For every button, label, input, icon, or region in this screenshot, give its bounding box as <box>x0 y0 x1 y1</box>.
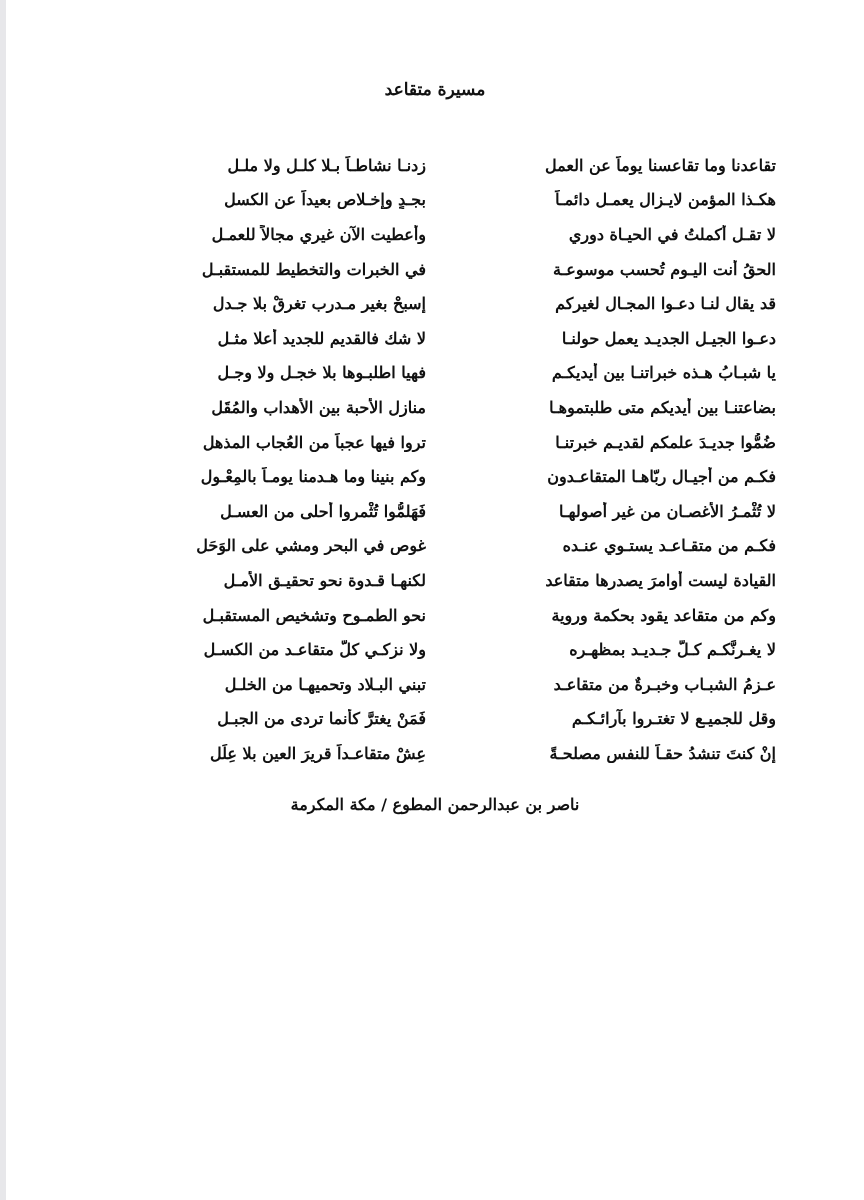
verse-first-hemistich: قد يقال لنـا دعـوا المجـال لغيركم <box>555 294 776 314</box>
verse-first-hemistich: عـزمُ الشبـاب وخبـرةٌ من متقاعـد <box>553 674 776 694</box>
verse-second-hemistich: ولا نزكـي كلَّ متقاعـد من الكسـل <box>203 640 426 660</box>
verse-second-hemistich: فهيا اطلبـوها بلا خجـل ولا وجـل <box>217 363 426 383</box>
verse <box>126 598 776 633</box>
poem-title: مسيرة متقاعد <box>384 80 486 100</box>
verse <box>126 529 776 564</box>
verse-first-hemistich: بضاعتنـا بين أيديكم متى طلبتموهـا <box>549 397 776 417</box>
verse <box>126 390 776 425</box>
poem-body <box>126 148 776 771</box>
verse <box>126 183 776 218</box>
verse-first-hemistich: لا تقـل أكملتُ في الحيـاة دوري <box>568 224 776 244</box>
verse <box>126 321 776 356</box>
verse <box>126 702 776 737</box>
verse-first-hemistich: لا تُثْمـرُ الأغصـان من غير أُصولهـا <box>558 501 776 521</box>
verse-second-hemistich: بجـدٍ وإخـلاص بعيداً عن الكسل <box>224 190 426 210</box>
verse-second-hemistich: نحو الطمـوح وتشخيص المستقبـل <box>202 605 426 625</box>
verse-first-hemistich: الحقُ أنت اليـوم تُحسب موسوعـة <box>553 259 776 279</box>
verse-second-hemistich: فَهَلمُّوا تُثْمروا أحلى من العسـل <box>220 501 426 521</box>
verse-first-hemistich: القيادة ليست أوامرَ يصدرها متقاعد <box>545 570 776 590</box>
verse-second-hemistich: تروا فيها عجباً من العُجاب المذهل <box>202 432 426 452</box>
verse-second-hemistich: وأعطيت الآن غيري مجالاً للعمـل <box>211 224 426 244</box>
verse-second-hemistich: فَمَنْ يغترَّ كأنما تردى من الجبـل <box>217 709 426 729</box>
verse-second-hemistich: منازل الأحبة بين الأهداب والمُقَل <box>211 397 426 417</box>
verse-first-hemistich: يا شبـابُ هـذه خبراتنـا بين أيديكـم <box>551 363 776 383</box>
verse <box>126 563 776 598</box>
verse-first-hemistich: إنْ كنتَ تنشدُ حقـاً للنفس مصلحـةً <box>549 743 776 763</box>
verse-second-hemistich: زدنـا نشاطـاً بـلا كلـل ولا ملـل <box>227 155 426 175</box>
verse-second-hemistich: لكنهـا قـدوة نحو تحقيـق الأمـل <box>223 570 426 590</box>
verse-first-hemistich: فكـم من متقـاعـد يستـوي عنـده <box>562 536 776 556</box>
verse-first-hemistich: ضُمُّوا جديـدَ علمكم لقديـم خبرتنـا <box>555 432 776 452</box>
verse-first-hemistich: وكم من متقاعد يقود بحكمة وروية <box>551 605 776 625</box>
verse-first-hemistich: دعـوا الجيـل الجديـد يعمل حولنـا <box>561 328 776 348</box>
verse-second-hemistich: لا شك فالقديم للجديد أعلا مثـل <box>217 328 426 348</box>
verse-second-hemistich: عِشْ متقاعـداً قريرَ العين بلا عِلَل <box>209 743 426 763</box>
verse <box>126 632 776 667</box>
verse-second-hemistich: إسبحْ بغير مـدرب تغرقْ بلا جـدل <box>212 294 426 314</box>
verse-first-hemistich: هكـذا المؤمن لايـزال يعمـل دائمـاً <box>555 190 776 210</box>
author-signature-line: ناصر بن عبدالرحمن المطوع / مكة المكرمة <box>290 795 580 814</box>
verse <box>126 286 776 321</box>
verse <box>126 459 776 494</box>
verse <box>126 667 776 702</box>
verse <box>126 425 776 460</box>
verse <box>126 356 776 391</box>
verse-second-hemistich: في الخبرات والتخطيط للمستقبـل <box>201 259 426 279</box>
verse-second-hemistich: وكم بنينا وما هـدمنا يومـاً بالمِعْـول <box>200 467 426 487</box>
verse-first-hemistich: وقل للجميـع لا تغتـروا بآرائـكـم <box>571 709 776 729</box>
verse <box>126 217 776 252</box>
verse-first-hemistich: تقاعدنا وما تقاعسنا يوماً عن العمل <box>545 155 776 175</box>
document-page <box>6 0 864 1200</box>
verse <box>126 148 776 183</box>
verse-first-hemistich: فكـم من أجيـال ربّاهـا المتقاعـدون <box>547 467 776 487</box>
verse-second-hemistich: غوص في البحر ومشي على الوَحَل <box>196 536 426 556</box>
verse <box>126 252 776 287</box>
verse <box>126 494 776 529</box>
verse-first-hemistich: لا يغـرنَّكـم كـلُّ جـديـد بمظهـره <box>569 640 776 660</box>
verse <box>126 736 776 771</box>
verse-second-hemistich: تبني البـلاد وتحميهـا من الخلـل <box>224 674 426 694</box>
